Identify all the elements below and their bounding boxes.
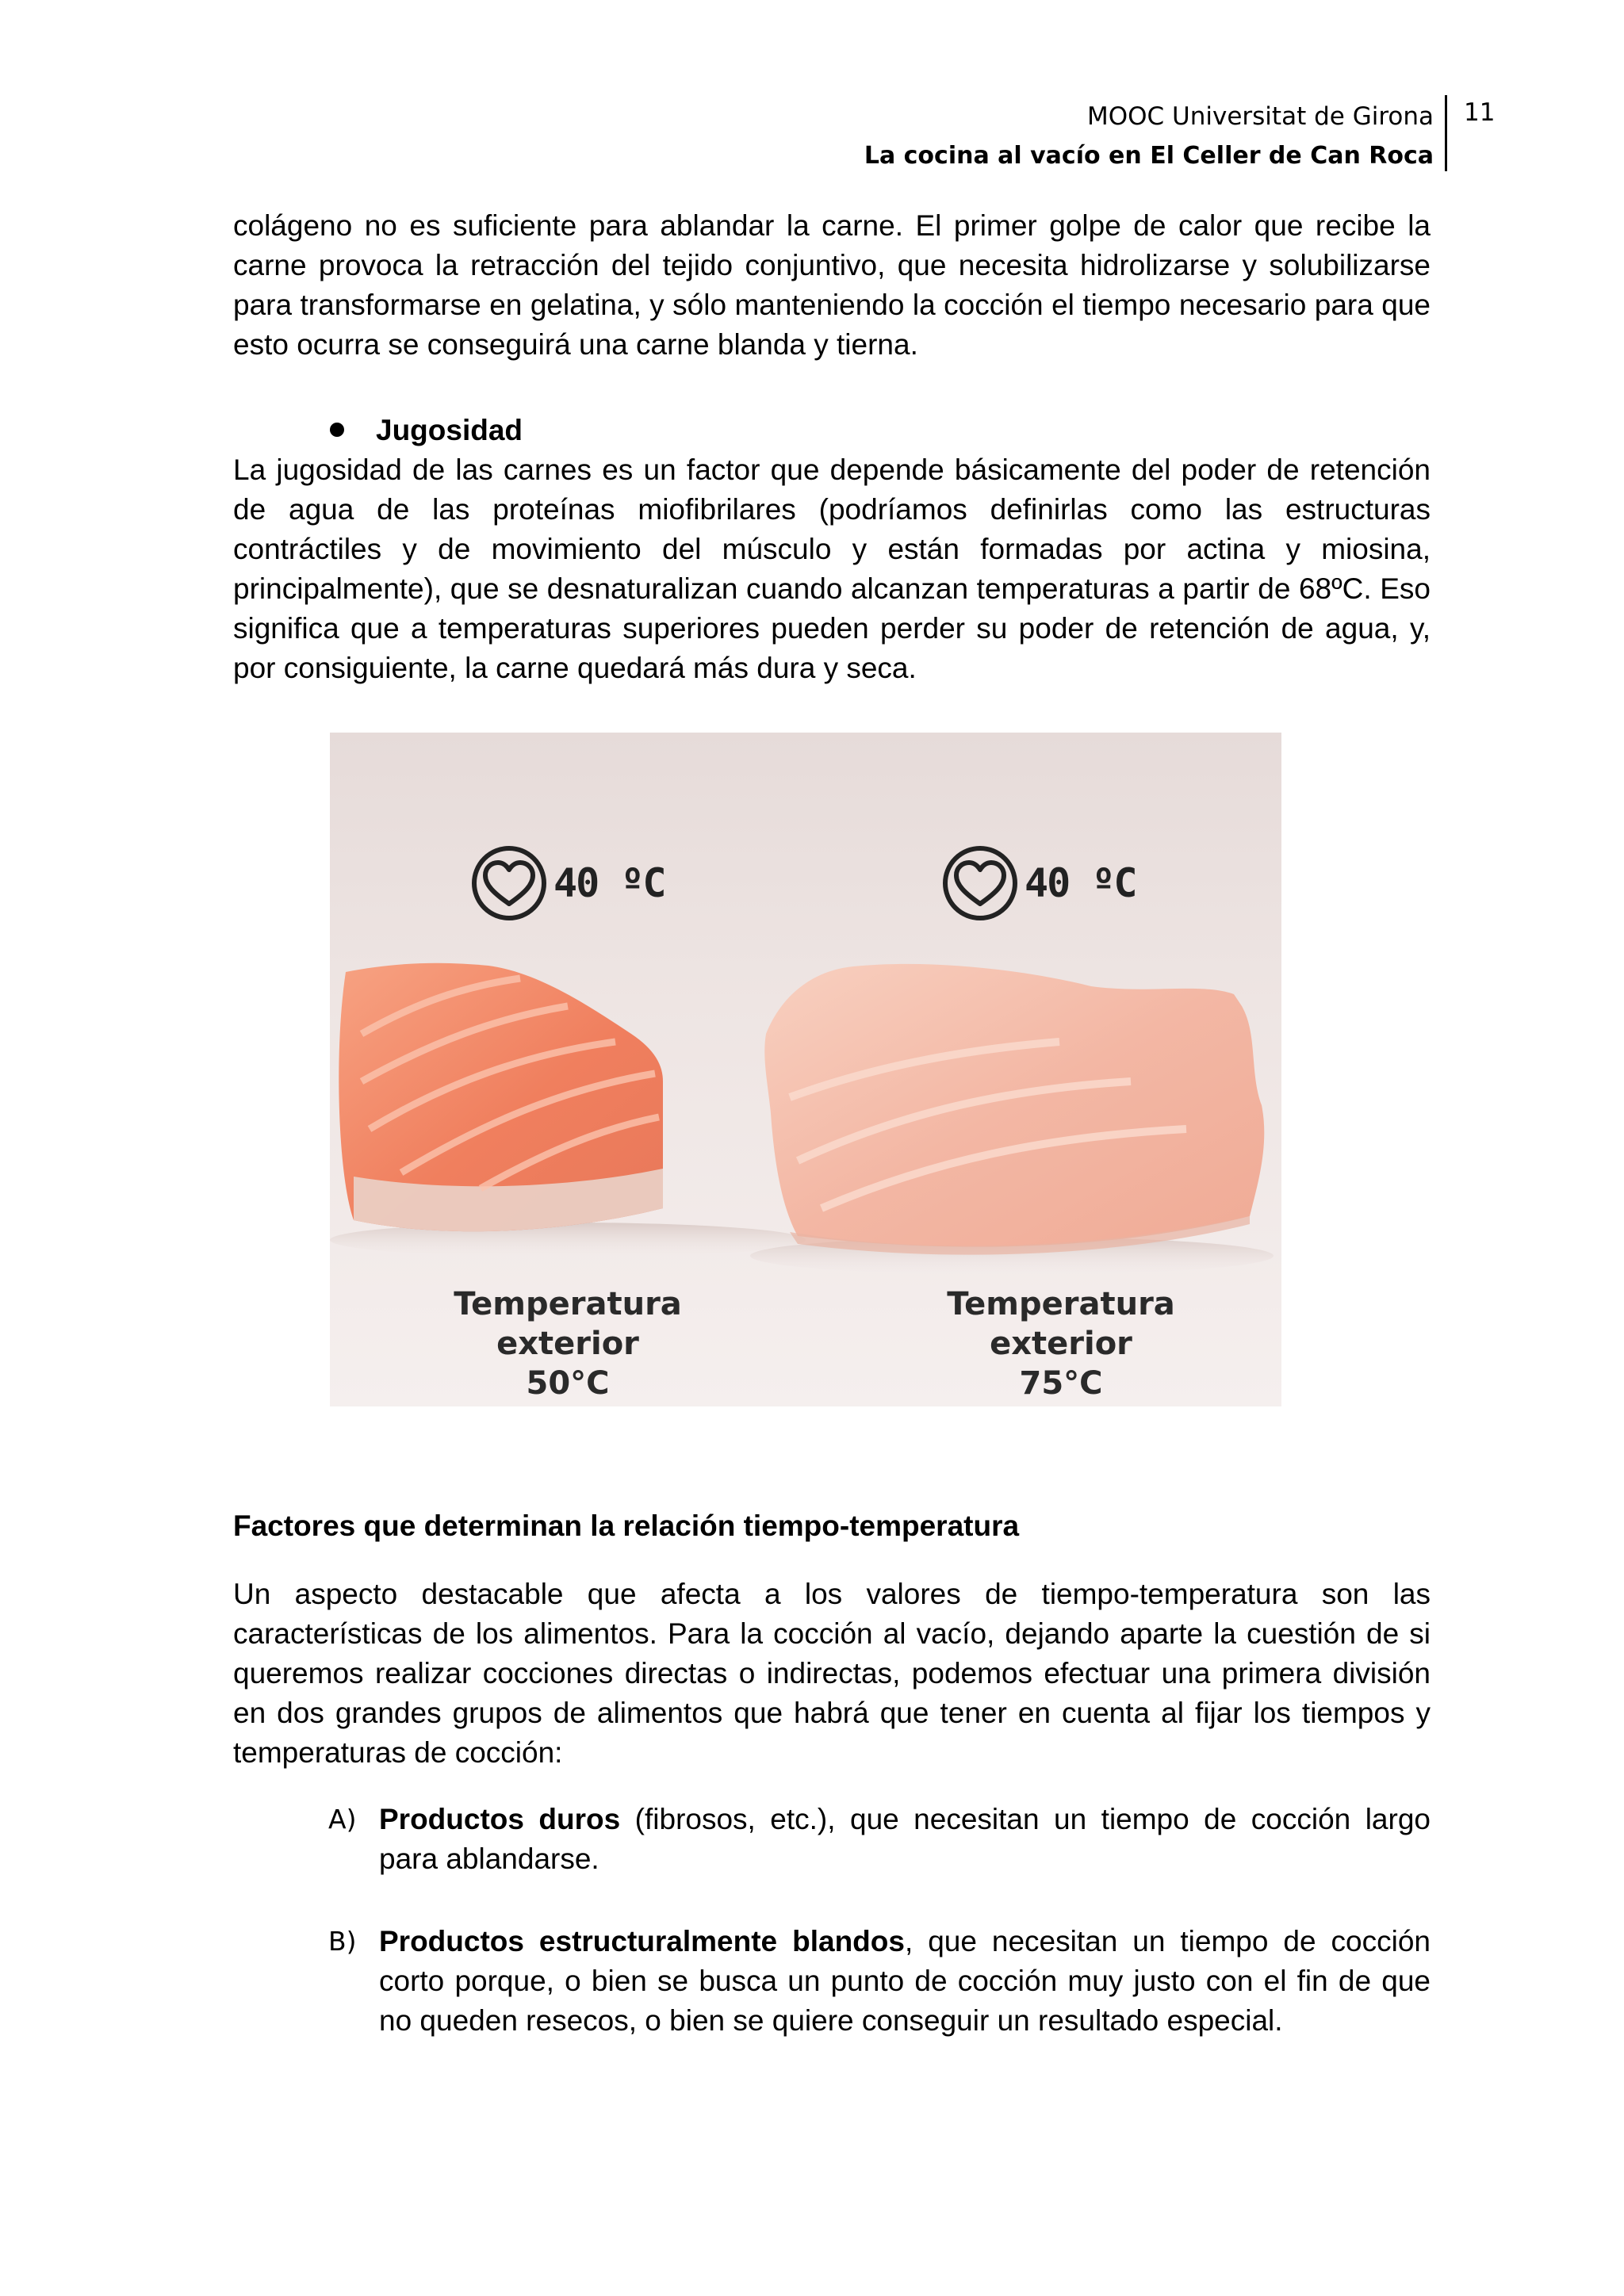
list-marker-b: B) (328, 1926, 357, 1957)
bullet-heading-text: Jugosidad (376, 414, 523, 446)
left-photo-caption (385, 1284, 750, 1403)
header-subtitle: La cocina al vacío en El Celler de Can Roca (864, 142, 1434, 170)
heart-in-circle-icon (940, 844, 1020, 923)
bullet-dot-icon (330, 423, 344, 437)
list-bold-b: Productos estructuralmente blandos (379, 1925, 905, 1957)
heart-in-circle-icon (469, 844, 549, 923)
list-text-b (379, 1922, 1431, 2041)
list-bold-a: Productos duros (379, 1803, 621, 1835)
right-caption-label: Temperatura exterior (947, 1286, 1175, 1362)
list-marker-a: A) (328, 1804, 357, 1835)
list-text-a (379, 1800, 1431, 1879)
factors-paragraph: Un aspecto destacable que afecta a los valores de tiempo-temperatura son las características de los alimentos. Para la cocción al vacío, dejando aparte la cuestión de si queremos realizar cocciones directas o indirectas, podemos efectuar una primera división en dos grandes grupos de alimentos que habrá que tener en cuenta al fijar los tiempos y temperaturas de cocción: (233, 1578, 1431, 1769)
salmon-comparison-photo (330, 733, 1281, 1406)
list-rest-a: (fibrosos, etc.), que necesitan un tiempo de cocción largo para ablandarse. (379, 1803, 1431, 1875)
bullet-heading-jugosidad (330, 411, 523, 450)
intro-paragraph: colágeno no es suficiente para ablandar la carne. El primer golpe de calor que recibe la carne provoca la retracción del tejido conjuntivo, que necesita hidrolizarse y solubilizarse para transformarse en gelatina, y sólo manteniendo la cocción el tiempo necesario para que esto ocurra se conseguirá una carne blanda y tierna. (233, 209, 1431, 361)
list-item-a (328, 1800, 1431, 1879)
list-rest-b: , que necesitan un tiempo de cocción corto porque, o bien se busca un punto de cocción muy justo con el fin de que no queden resecos, o bien se quiere conseguir un resultado especial. (379, 1925, 1431, 2037)
section-heading: Factores que determinan la relación tiempo-temperatura (233, 1510, 1020, 1542)
header-divider (1445, 95, 1447, 171)
header-course-title: MOOC Universitat de Girona (1087, 102, 1434, 131)
list-item-b (328, 1922, 1431, 2041)
right-core-temp: 40 ºC (1025, 860, 1136, 906)
left-caption-temp: 50°C (526, 1365, 610, 1402)
page-number: 11 (1464, 98, 1496, 127)
left-caption-label: Temperatura exterior (454, 1286, 682, 1362)
right-caption-temp: 75°C (1019, 1365, 1103, 1402)
running-header (864, 97, 1434, 176)
left-core-temp: 40 ºC (553, 860, 665, 906)
raw-salmon-shadow (330, 1223, 806, 1257)
right-photo-caption (879, 1284, 1243, 1403)
left-core-temp-badge (469, 844, 665, 923)
right-core-temp-badge (940, 844, 1136, 923)
juiciness-paragraph: La jugosidad de las carnes es un factor que depende básicamente del poder de retención de agua de las proteínas miofibrilares (podríamos definirlas como las estructuras contráctiles y de movimiento del músculo y están formadas por actina y miosina, principalmente), que se desnaturalizan cuando alcanzan temperaturas a partir de 68ºC. Eso significa que a temperaturas superiores pueden perder su poder de retención de agua, y, por consiguiente, la carne quedará más dura y seca. (233, 453, 1431, 684)
